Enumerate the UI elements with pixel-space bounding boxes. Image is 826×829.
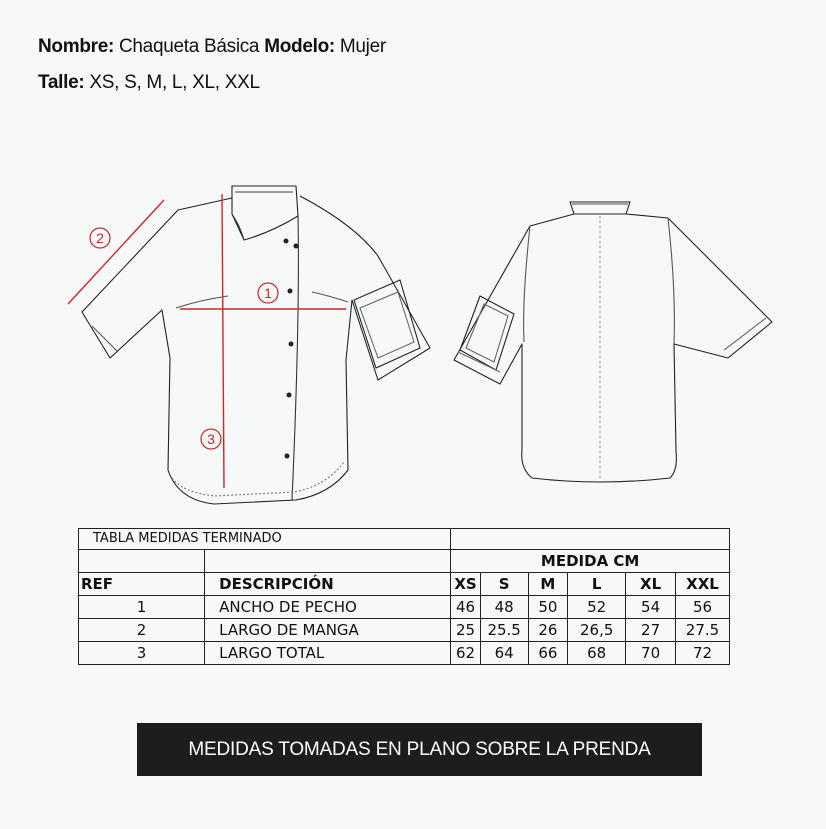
footer-banner bbox=[137, 723, 702, 776]
size-header: M bbox=[528, 573, 568, 596]
table-row bbox=[79, 619, 730, 642]
row-value: 56 bbox=[676, 596, 730, 619]
col-ref-header: REF bbox=[79, 573, 205, 596]
row-value: 27 bbox=[626, 619, 676, 642]
table-row bbox=[79, 596, 730, 619]
medida-header: MEDIDA CM bbox=[451, 550, 730, 573]
size-header: XXL bbox=[676, 573, 730, 596]
front-jacket bbox=[82, 186, 430, 504]
size-header: L bbox=[568, 573, 626, 596]
row-value: 46 bbox=[451, 596, 480, 619]
table-row bbox=[79, 642, 730, 665]
name-value: Chaqueta Básica bbox=[114, 36, 265, 57]
front-collar bbox=[232, 186, 298, 240]
col-desc-header: DESCRIPCIÓN bbox=[205, 573, 451, 596]
row-value: 68 bbox=[568, 642, 626, 665]
row-value: 50 bbox=[528, 596, 568, 619]
row-value: 27.5 bbox=[676, 619, 730, 642]
row-value: 52 bbox=[568, 596, 626, 619]
model-label: Modelo: bbox=[264, 36, 335, 57]
size-value: XS, S, M, L, XL, XXL bbox=[84, 72, 260, 93]
back-jacket bbox=[454, 202, 772, 482]
front-buttons bbox=[284, 239, 299, 459]
row-value: 26 bbox=[528, 619, 568, 642]
size-header: S bbox=[480, 573, 528, 596]
row-desc: LARGO TOTAL bbox=[205, 642, 451, 665]
row-ref: 3 bbox=[79, 642, 205, 665]
marker-3: 3 bbox=[207, 431, 215, 447]
footer-note: MEDIDAS TOMADAS EN PLANO SOBRE LA PRENDA bbox=[188, 738, 651, 760]
row-value: 54 bbox=[626, 596, 676, 619]
size-label: Talle: bbox=[38, 72, 85, 93]
sleeve-measure-line bbox=[68, 200, 164, 304]
length-measure-line bbox=[222, 194, 224, 488]
marker-2: 2 bbox=[96, 230, 104, 246]
size-header: XL bbox=[626, 573, 676, 596]
row-value: 66 bbox=[528, 642, 568, 665]
row-value: 62 bbox=[451, 642, 480, 665]
row-value: 25.5 bbox=[480, 619, 528, 642]
row-value: 26,5 bbox=[568, 619, 626, 642]
row-value: 72 bbox=[676, 642, 730, 665]
row-value: 64 bbox=[480, 642, 528, 665]
model-value: Mujer bbox=[334, 36, 386, 57]
row-desc: ANCHO DE PECHO bbox=[205, 596, 451, 619]
row-ref: 1 bbox=[79, 596, 205, 619]
row-ref: 2 bbox=[79, 619, 205, 642]
row-desc: LARGO DE MANGA bbox=[205, 619, 451, 642]
name-label: Nombre: bbox=[38, 36, 115, 57]
row-value: 48 bbox=[480, 596, 528, 619]
size-header: XS bbox=[451, 573, 480, 596]
measurement-table bbox=[78, 528, 730, 665]
marker-1: 1 bbox=[264, 285, 272, 301]
row-value: 25 bbox=[451, 619, 480, 642]
table-title: TABLA MEDIDAS TERMINADO bbox=[79, 529, 451, 550]
row-value: 70 bbox=[626, 642, 676, 665]
